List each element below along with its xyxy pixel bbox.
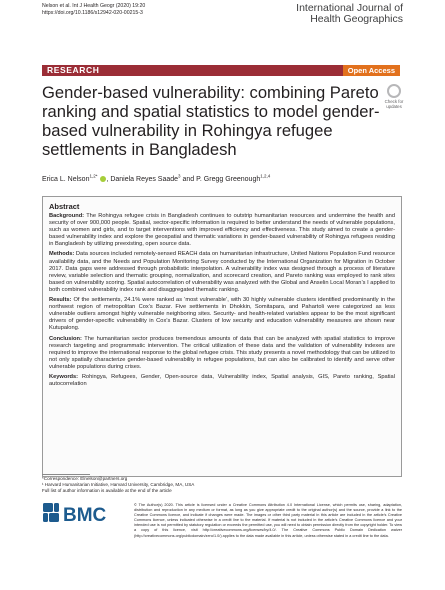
bmc-logo (42, 500, 122, 526)
affiliation-note: ¹ Harvard Humanitarian Initiative, Harvard University, Cambridge, MA, USA (42, 482, 195, 487)
background-label: Background: (49, 213, 85, 219)
bmc-logo-text: BMC (63, 505, 107, 526)
abstract-keywords (49, 374, 395, 388)
background-text: The Rohingya refugee crisis in Bangladesh continues to outstrip humanitarian resources and undermine the health and security of over 900,000 people. Spatial, sector-specific information is required to better understand the needs of vulnerable populations, such as women and girls, and to target interventions with improved efficiency and effectiveness. This study aimed to create a gender-based vulnerability index and explore the geospatial and thematic variations in gender-based vulnerability of Rohingya refugees residing in Bangladesh by utilizing preexisting, open source data. (49, 213, 395, 248)
author-1[interactable] (42, 173, 98, 183)
abstract-background (49, 213, 395, 248)
conclusion-text: The humanitarian sector produces tremendous amounts of data that can be analyzed with spatial statistics to improve research targeting and programmatic intervention. The critical utilization of these data and the validation of vulnerability indexes are required to improve the international response to the global refugee crisis. This study presents a novel methodology that can be utilized to not only spatially characterize gender-based vulnerability in refugee populations, but can also be calibrated to identify and serve other vulnerable populations during crises. (49, 335, 396, 370)
abstract-heading: Abstract (49, 202, 80, 211)
footnotes (42, 476, 194, 494)
check-for-updates-badge[interactable] (384, 84, 404, 109)
citation (42, 3, 145, 17)
author-3[interactable] (196, 173, 271, 183)
abstract-box (42, 196, 402, 477)
abstract-methods (49, 251, 395, 294)
results-label: Results: (49, 297, 72, 304)
abstract-results (49, 297, 395, 332)
journal-name-line-2: Health Geographics (310, 13, 403, 25)
author-affiliation-marker: 3 (178, 173, 181, 179)
check-updates-icon (387, 84, 401, 98)
methods-label: Methods: (49, 251, 75, 258)
author-affiliation-marker: 1,2,4 (260, 173, 271, 179)
journal-name (296, 3, 403, 25)
journal-name-line-1: International Journal of (296, 2, 403, 14)
author-list: Erica L. Nelson$^{1,2*}$ , Daniela Reyes Saade$^3$ and P. Gregg Greenough$^{1,2,4}$ (42, 173, 271, 183)
orcid-icon[interactable] (100, 176, 106, 182)
check-updates-line-1: Check for (384, 99, 404, 104)
footnote-divider (42, 474, 90, 475)
methods-text: Data sources included remotely-sensed REACH data on humanitarian infrastructure, United Nations Population Fund resource availability data, and the Needs and Population Monitoring Survey conducted by the International Organization for Migration in October 2017. Data gaps were addressed through probabilistic interpolation. A vulnerability index was designed through a process of literature review, variable selection and thematic grouping, normalization, and scorecard creation, and Pareto ranking was employed to rank sites based on vulnerability scoring. Spatial autocorrelation of vulnerability was analyzed with the Global and Anselin Local Moran’s I applied to both combined vulnerability index rank and disaggregated thematic ranking. (49, 251, 395, 293)
correspondence-email[interactable]: *Correspondence: Elnelson@partners.org (42, 476, 128, 481)
check-updates-line-2: updates (386, 104, 402, 109)
keywords-label: Keywords: (49, 373, 79, 380)
article-title: Gender-based vulnerability: combining Pareto ranking and spatial statistics to model gender-based vulnerability in Rohingya refugee settlements in Bangladesh (42, 83, 380, 159)
license-text: © The Author(s) 2020. This article is licensed under a Creative Commons Attribution 4.0 International License, which permits use, sharing, adaptation, distribution and reproduction in any medium or format, as long as you give appropriate credit to the original author(s) and the source, provide a link to the Creative Commons licence, and indicate if changes were made. The images or other third party material in this article are included in the article’s Creative Commons licence, unless indicated otherwise in a credit line to the material. If material is not included in the article’s Creative Commons licence and your intended use is not permitted by statutory regulation or exceeds the permitted use, you will need to obtain permission directly from the copyright holder. To view a copy of this licence, visit http://creativecommons.org/licenses/by/4.0/. The Creative Commons Public Domain Dedication waiver (http://creativecommons.org/publicdomain/zero/1.0/) applies to the data made available in this article, unless otherwise stated in a credit line to the data. (134, 503, 402, 538)
author-name: Erica L. Nelson (42, 176, 90, 183)
author-name: P. Gregg Greenough (196, 176, 261, 183)
keywords-text: Rohingya, Refugees, Gender, Open-source data, Vulnerability index, Spatial analysis, GIS, Pareto ranking, Spatial autocorrelation (49, 373, 395, 388)
conclusion-label: Conclusion: (49, 335, 82, 342)
section-banner (42, 65, 400, 76)
citation-line: Nelson et al. Int J Health Geogr (2020) 19:20 (42, 3, 146, 9)
author-affiliation-marker: 1,2* (89, 173, 98, 179)
doi-link[interactable]: https://doi.org/10.1186/s12942-020-00215-3 (42, 10, 143, 17)
article-type-label: RESEARCH (47, 65, 100, 75)
author-name: Daniela Reyes Saade (110, 176, 179, 183)
results-text: Of the settlements, 24.1% were ranked as ‘most vulnerable’, with 30 highly vulnerable clusters identified predominantly in the northwest region of metropolitan Cox’s Bazar. Five settlements in Dhokkin, Somitapara, and Pahartoli were categorized as less vulnerable outliers amongst highly vulnerable neighboring sites. Security- and health-related variables appear to be the most significant drivers of gender-specific vulnerability in Cox’s Bazar. Clusters of low security and education vulnerability measures are shown near Kutupalong. (49, 297, 395, 332)
author-2[interactable] (110, 173, 181, 183)
open-access-badge: Open Access (343, 65, 400, 76)
author-info-note: Full list of author information is available at the end of the article (42, 488, 172, 493)
abstract-conclusion (49, 336, 395, 371)
